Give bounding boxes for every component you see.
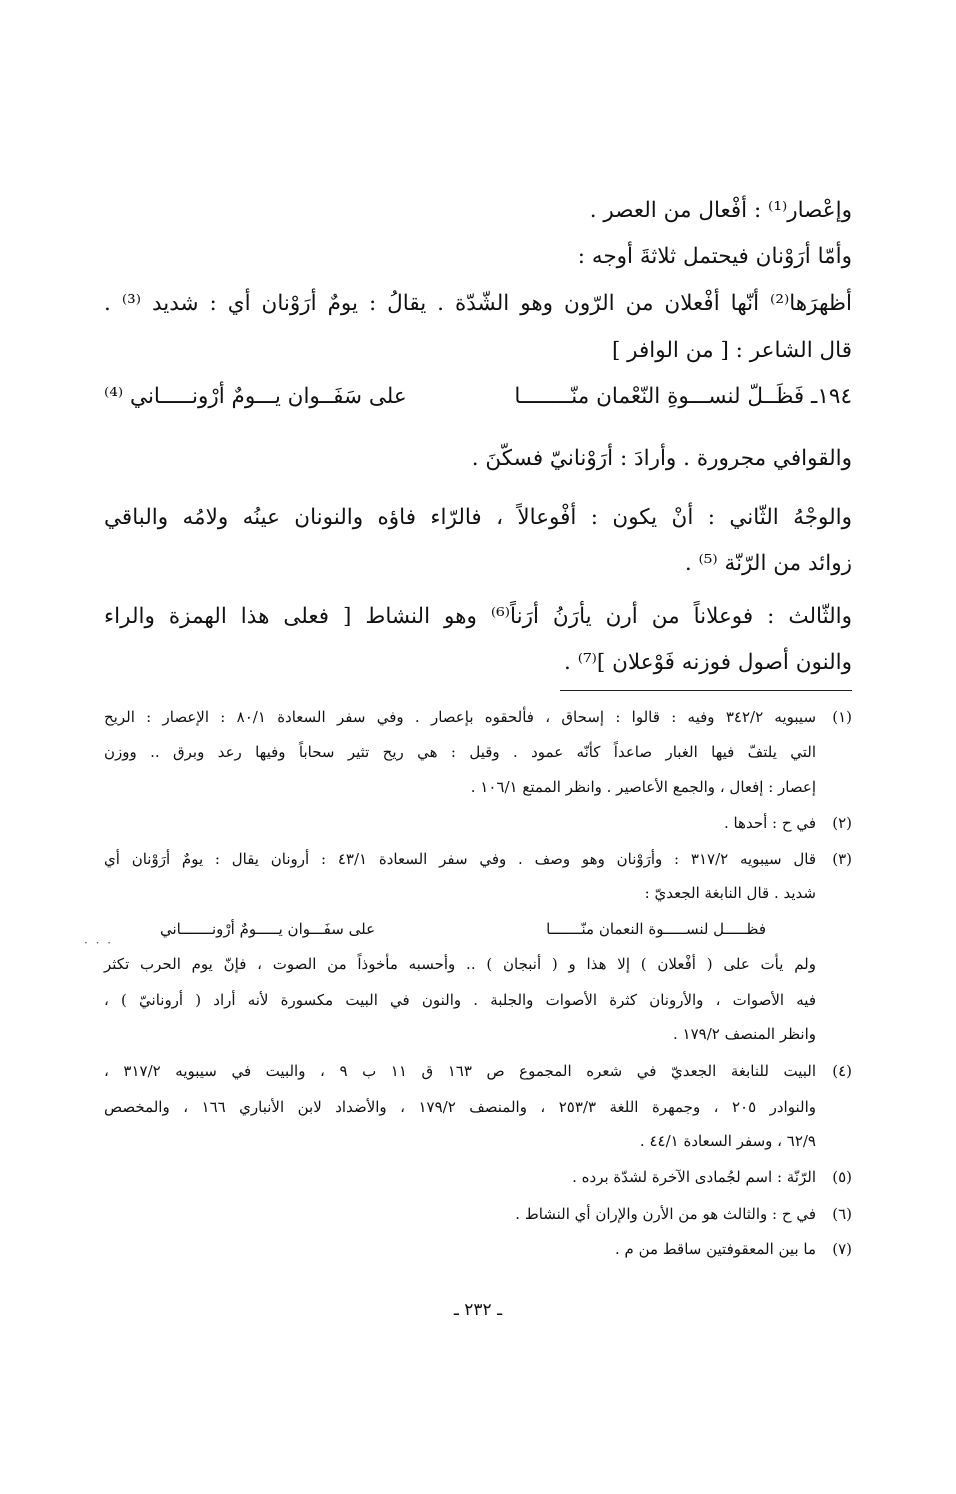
footnote-3-line-5: وانظر المنصف ١٧٩/٢ . xyxy=(672,1025,816,1043)
footnote-2-line-1: في ح : أحدها . xyxy=(723,814,816,832)
footnote-1-line-3: إعصار : إفعال ، والجمع الأعاصير . وانظر الممتع ١٠٦/١ . xyxy=(470,778,816,796)
footnote-3-line-4: فيه الأصوات ، والأرونان كثرة الأصوات والجلبة . والنون في البيت مكسورة لأنه أراد ( أرونانيّ ) ، xyxy=(104,991,816,1009)
footnote-1-line-1: سيبويه ٣٤٢/٢ وفيه : قالوا : إسحاق ، فألحقوه بإعصار . وفي سفر السعادة ٨٠/١ : الإعصار : الريح xyxy=(104,708,817,726)
footnote-7-line-1: ما بين المعقوفتين ساقط من م . xyxy=(614,1240,816,1258)
main-line-1: وإعْصار⁽¹⁾ : أفْعال من العصر . xyxy=(589,198,852,223)
footnote-3-line-2: شديد . قال النابغة الجعديّ : xyxy=(644,884,816,902)
footnote-4-line-1: البيت للنابغة الجعديّ في شعره المجموع ص ١٦٣ ق ١١ ب ٩ ، والبيت في سيبويه ٣١٧/٢ ، xyxy=(104,1062,816,1080)
footnote-number: (٣) xyxy=(832,850,852,868)
main-line-4: قال الشاعر : [ من الوافر ] xyxy=(611,338,852,363)
paragraph-two-line-1: والوجْهُ الثّاني : أنْ يكون : أفْوعالاً ، فالرّاء فاؤه والنونان عينُه ولامُه والباقي xyxy=(104,505,852,530)
footnote-4-line-3: ٦٢/٩ ، وسفر السعادة ٤٤/١ . xyxy=(639,1132,816,1150)
paragraph-three-line-1: والثّالث : فوعلاناً من أرن يأرَنُ أرَناً⁽⁶⁾ وهو النشاط [ فعلى هذا الهمزة والراء xyxy=(104,604,852,629)
footnote-number: (٧) xyxy=(832,1240,852,1258)
stray-marks: · · · xyxy=(84,936,114,950)
footnote-4-line-2: والنوادر ٢٠٥ ، وجمهرة اللغة ٢٥٣/٣ ، والمنصف ١٧٩/٢ ، والأضداد لابن الأنباري ١٦٦ ، والمخصص xyxy=(104,1098,816,1116)
footnote-3-line-3: ولم يأت على ( أفْعلان ) إلا هذا و ( أنبجان ) .. وأحسبه مأخوذاً من الصوت ، فإنّ يوم الحرب تكثر xyxy=(104,955,816,973)
paragraph-two-line-2: زوائد من الرّنّة ⁽⁵⁾ . xyxy=(684,551,852,576)
footnote-number: (٥) xyxy=(832,1168,852,1186)
footnote-3-line-1: قال سيبويه ٣١٧/٢ : وأرَوْنان وهو وصف . وفي سفر السعادة ٤٣/١ : أرونان يقال : يومٌ أرَوْنان أي xyxy=(104,850,817,868)
footnote-3-verse-first-hemistich: فظـــــل لنســـــوة النعمان منّـــــــا xyxy=(546,920,766,938)
footnote-5-line-1: الرّنّة : اسم لجُمادى الآخرة لشدّة برده . xyxy=(572,1168,816,1186)
paragraph-three-line-2: والنون أصول فوزنه فَوْعلان ]⁽⁷⁾ . xyxy=(564,650,852,675)
footnote-6-line-1: في ح : والثالث هو من الأرن والإران أي النشاط . xyxy=(515,1205,816,1223)
main-line-2: وأمّا أرَوْنان فيحتمل ثلاثةَ أوجه : xyxy=(577,244,852,269)
footnote-3-verse-second-hemistich: على سفَـــوان يـــــومٌ أرْونـــــــاني xyxy=(160,920,376,938)
footnote-number: (٦) xyxy=(832,1205,852,1223)
verse-first-hemistich: ١٩٤ـ فَظَــلّ لنســـوةِ النّعْمان منّــــــــا xyxy=(514,384,852,409)
verse-second-hemistich: على سَفَــوان يـــومٌ أرْونـــــاني ⁽⁴⁾ xyxy=(104,384,407,409)
footnote-number: (٤) xyxy=(832,1062,852,1080)
page-number: ـ ٢٣٢ ـ xyxy=(453,1300,503,1320)
main-line-3: أظهرَها⁽²⁾ أنّها أفْعلان من الرّون وهو الشّدّة . يقالُ : يومٌ أرَوْنان أي : شديد ⁽³⁾ . xyxy=(104,291,852,316)
footnote-1-line-2: التي يلتفّ فيها الغبار صاعداً كأنّه عمود . وقيل : هي ريح تثير سحاباً وفيها رعد وبرق .. ووزن xyxy=(104,743,816,761)
after-verse-line: والقوافي مجرورة . وأرادَ : أرَوْنانيّ فسكّنَ . xyxy=(471,446,852,471)
footnote-number: (١) xyxy=(832,708,852,726)
footnote-number: (٢) xyxy=(832,814,852,832)
footnote-separator xyxy=(560,690,852,691)
